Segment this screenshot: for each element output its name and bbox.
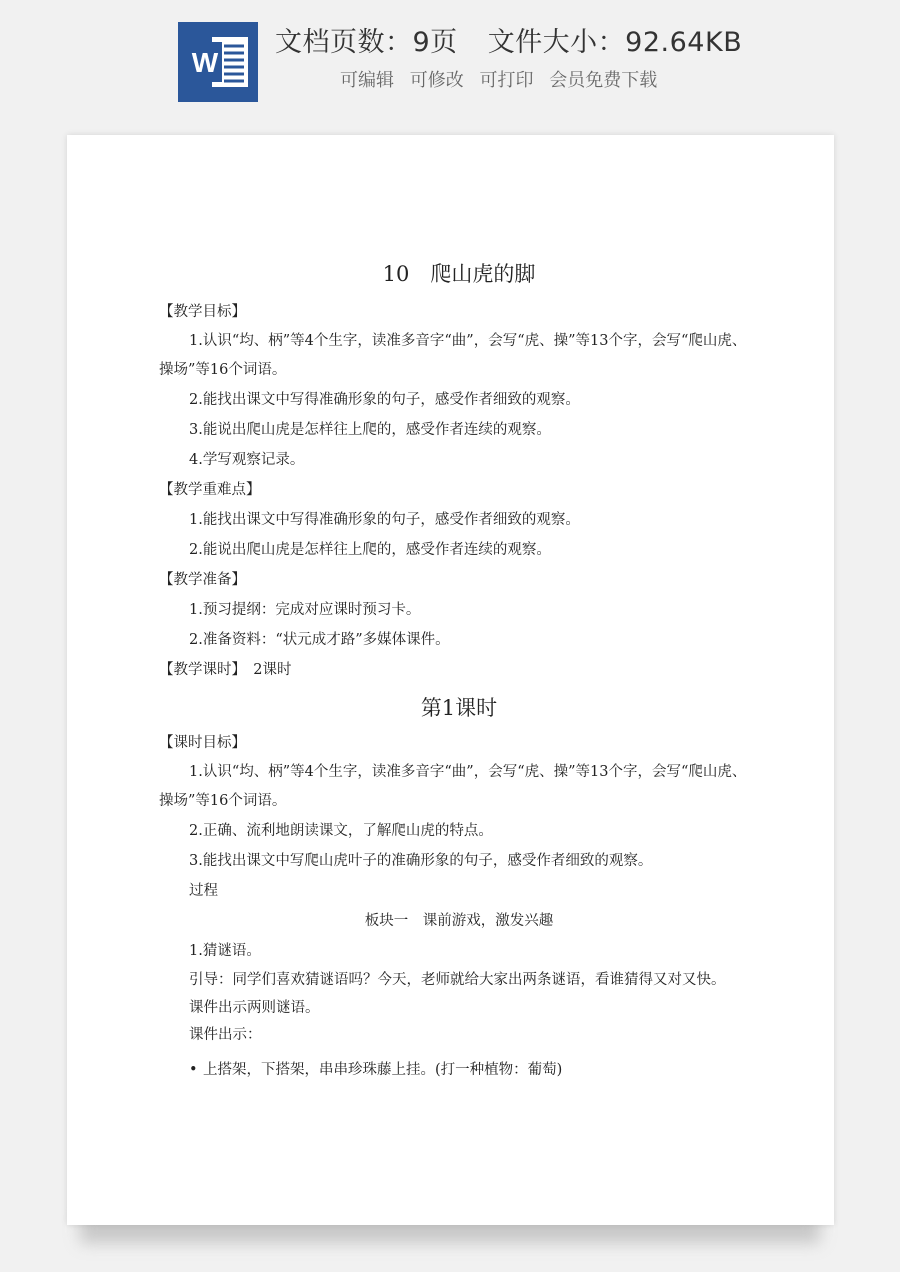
section-heading-prep: 【教学准备】 — [159, 572, 246, 588]
block-title: 板块一 课前游戏，激发兴趣 — [364, 913, 554, 929]
key-point-item: 1.能找出课文中写得准确形象的句子，感受作者细致的观察。 — [189, 512, 580, 528]
riddle-item — [159, 1055, 759, 1085]
word-icon — [178, 22, 258, 102]
feature-modifiable: 可修改 — [409, 70, 464, 91]
intro-paragraph: 引导：同学们喜欢猜谜语吗？今天，老师就给大家出两条谜语，看谁猜得又对又快。 — [189, 972, 726, 988]
prep-item: 1.预习提纲：完成对应课时预习卡。 — [189, 602, 421, 618]
download-header — [0, 0, 900, 130]
lesson-goal-item: 1.认识“均、柄”等4个生字，读准多音字“曲”，会写“虎、操”等13个字，会写“爬山虎、操场”等16个词语。 — [159, 764, 747, 809]
feature-list — [340, 66, 667, 92]
file-info — [275, 20, 742, 59]
svg-text:W: W — [191, 47, 219, 78]
doc-title: 10 爬山虎的脚 — [382, 262, 536, 286]
lesson-goal-item: 3.能找出课文中写爬山虎叶子的准确形象的句子，感受作者细致的观察。 — [189, 853, 653, 869]
goal-item: 3.能说出爬山虎是怎样往上爬的，感受作者连续的观察。 — [189, 422, 551, 438]
lesson-title: 第1课时 — [420, 696, 498, 720]
page-count: 文档页数：9页 — [275, 27, 458, 58]
prep-item: 2.准备资料：“状元成才路”多媒体课件。 — [189, 632, 450, 648]
feature-member-download: 会员免费下载 — [549, 70, 658, 91]
step-label: 1.猜谜语。 — [189, 943, 261, 959]
lesson-goal-item: 2.正确、流利地朗读课文，了解爬山虎的特点。 — [189, 823, 493, 839]
courseware-line: 课件出示： — [189, 1027, 262, 1043]
key-point-item: 2.能说出爬山虎是怎样往上爬的，感受作者连续的观察。 — [189, 542, 551, 558]
goal-item: 2.能找出课文中写得准确形象的句子，感受作者细致的观察。 — [189, 392, 580, 408]
teaching-hours: 【教学课时】 2课时 — [159, 662, 292, 678]
file-size: 文件大小：92.64KB — [487, 27, 743, 58]
section-heading-lesson-goals: 【课时目标】 — [159, 735, 246, 751]
feature-printable: 可打印 — [479, 70, 534, 91]
document-page — [67, 135, 834, 1225]
document-body — [159, 253, 759, 1085]
section-heading-key-points: 【教学重难点】 — [159, 482, 261, 498]
feature-editable: 可编辑 — [340, 70, 394, 91]
goal-item: 1.认识“均、柄”等4个生字，读准多音字“曲”，会写“虎、操”等13个字，会写“爬山虎、操场”等16个词语。 — [159, 333, 747, 378]
riddle-text: 上搭架，下搭架，串串珍珠藤上挂。(打一种植物：葡萄) — [203, 1062, 563, 1078]
goal-item: 4.学写观察记录。 — [189, 452, 305, 468]
section-heading-goals: 【教学目标】 — [159, 304, 246, 320]
bullet-icon: • — [189, 1062, 198, 1078]
process-label: 过程 — [189, 883, 218, 899]
courseware-line: 课件出示两则谜语。 — [189, 1000, 320, 1016]
